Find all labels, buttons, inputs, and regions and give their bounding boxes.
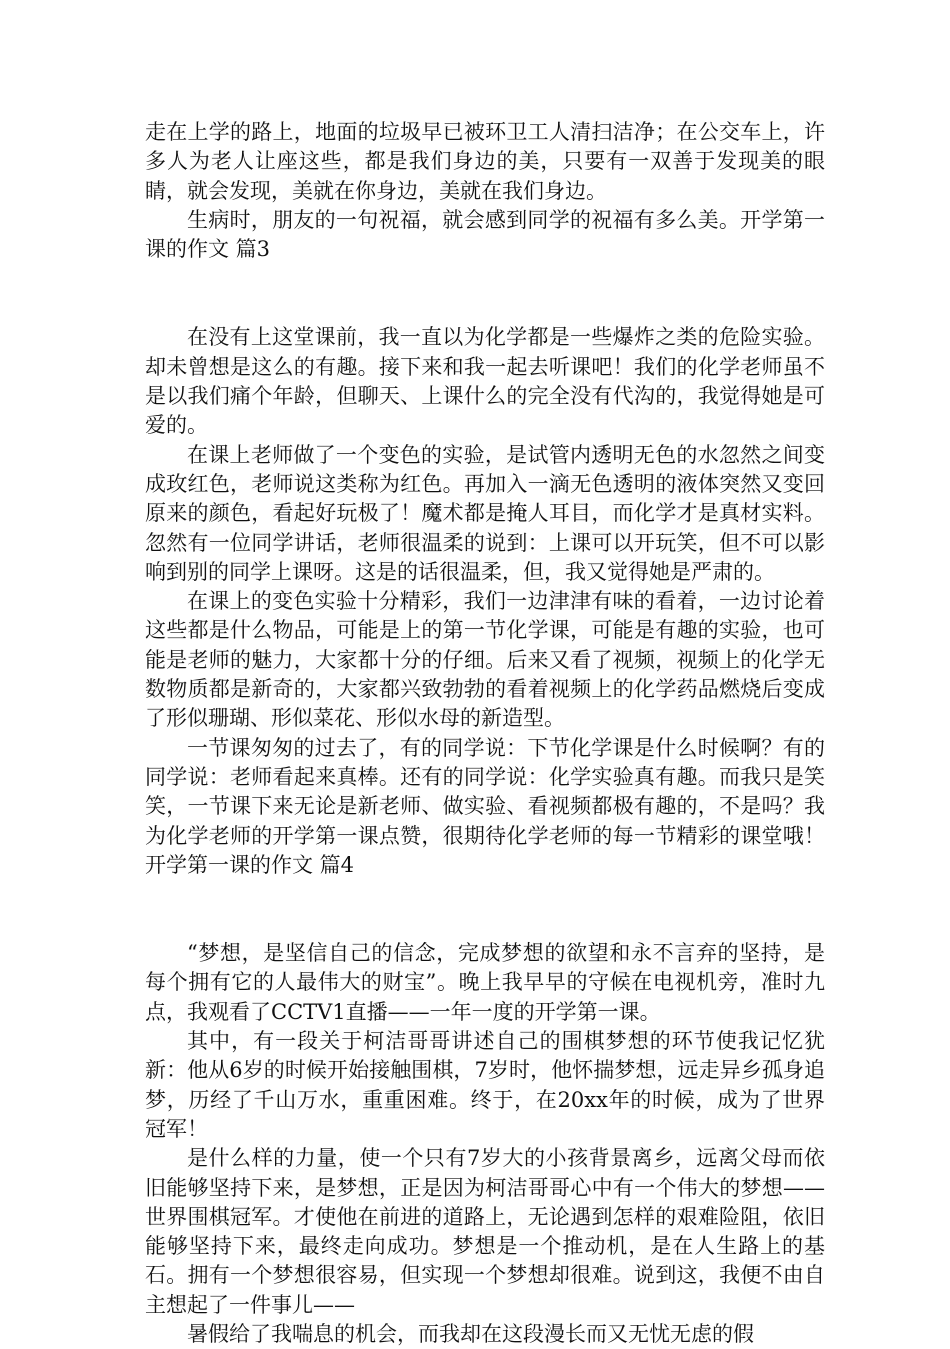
paragraph-color-experiment: 在课上老师做了一个变色的实验，是试管内透明无色的水忽然之间变成玫红色，老师说这类称为红色。再加入一滴无色透明的液体突然又变回原来的颜色，看起好玩极了！魔术都是掩人耳目，而化学才是真材实料。忽然有一位同学讲话，老师很温柔的说到：上课可以开玩笑，但不可以影响到别的同学上课呀。这是的话很温柔，但，我又觉得她是严肃的。	[145, 442, 825, 584]
paragraph-video-class: 在课上的变色实验十分精彩，我们一边津津有味的看着，一边讨论着这些都是什么物品，可能是上的第一节化学课，可能是有趣的实验，也可能是老师的魅力，大家都十分的仔细。后来又看了视频，视频上的化学无数物质都是新奇的，大家都兴致勃勃的看着视频上的化学药品燃烧后变成了形似珊瑚、形似菜花、形似水母的新造型。	[145, 589, 825, 731]
paragraph-sick-blessing: 生病时，朋友的一句祝福，就会感到同学的祝福有多么美。开学第一课的作文 篇3	[145, 207, 825, 262]
paragraph-summer-break: 暑假给了我喘息的机会，而我却在这段漫长而又无忧无虑的假	[187, 1321, 754, 1346]
paragraph-class-ends: 一节课匆匆的过去了，有的同学说：下节化学课是什么时候啊？有的同学说：老师看起来真棒。还有的同学说：化学实验真有趣。而我只是笑笑，一节课下来无论是新老师、做实验、看视频都极有趣的，不是吗？我为化学老师的开学第一课点赞，很期待化学老师的每一节精彩的课堂哦！开学第一课的作文 篇4	[145, 735, 825, 877]
paragraph-dream-power: 是什么样的力量，使一个只有7岁大的小孩背景离乡，远离父母而依旧能够坚持下来，是梦想，正是因为柯洁哥哥心中有一个伟大的梦想——世界围棋冠军。才使他在前进的道路上，无论遇到怎样的艰难险阻，依旧能够坚持下来，最终走向成功。梦想是一个推动机，是在人生路上的基石。拥有一个梦想很容易，但实现一个梦想却很难。说到这，我便不由自主想起了一件事儿——	[145, 1146, 825, 1317]
section-gap	[145, 880, 825, 939]
paragraph-street-beauty: 走在上学的路上，地面的垃圾早已被环卫工人清扫洁净；在公交车上，许多人为老人让座这些，都是我们身边的美，只要有一双善于发现美的眼睛，就会发现，美就在你身边，美就在我们身边。	[145, 120, 825, 203]
section-gap	[145, 264, 825, 323]
paragraph-ke-jie: 其中，有一段关于柯洁哥哥讲述自己的围棋梦想的环节使我记忆犹新：他从6岁的时候开始接触围棋，7岁时，他怀揣梦想，远走异乡孤身追梦，历经了千山万水，重重困难。终于，在20xx年的时候，成为了世界冠军！	[145, 1029, 825, 1141]
paragraph-dream-quote: “梦想，是坚信自己的信念，完成梦想的欲望和永不言弃的坚持，是每个拥有它的人最伟大的财宝”。晚上我早早的守候在电视机旁，准时九点，我观看了CCTV1直播——一年一度的开学第一课。	[145, 941, 825, 1024]
essay-body	[145, 118, 825, 1349]
paragraph-chemistry-intro: 在没有上这堂课前，我一直以为化学都是一些爆炸之类的危险实验。却未曾想是这么的有趣。接下来和我一起去听课吧！我们的化学老师虽不是以我们痛个年龄，但聊天、上课什么的完全没有代沟的，我觉得她是可爱的。	[145, 325, 825, 438]
